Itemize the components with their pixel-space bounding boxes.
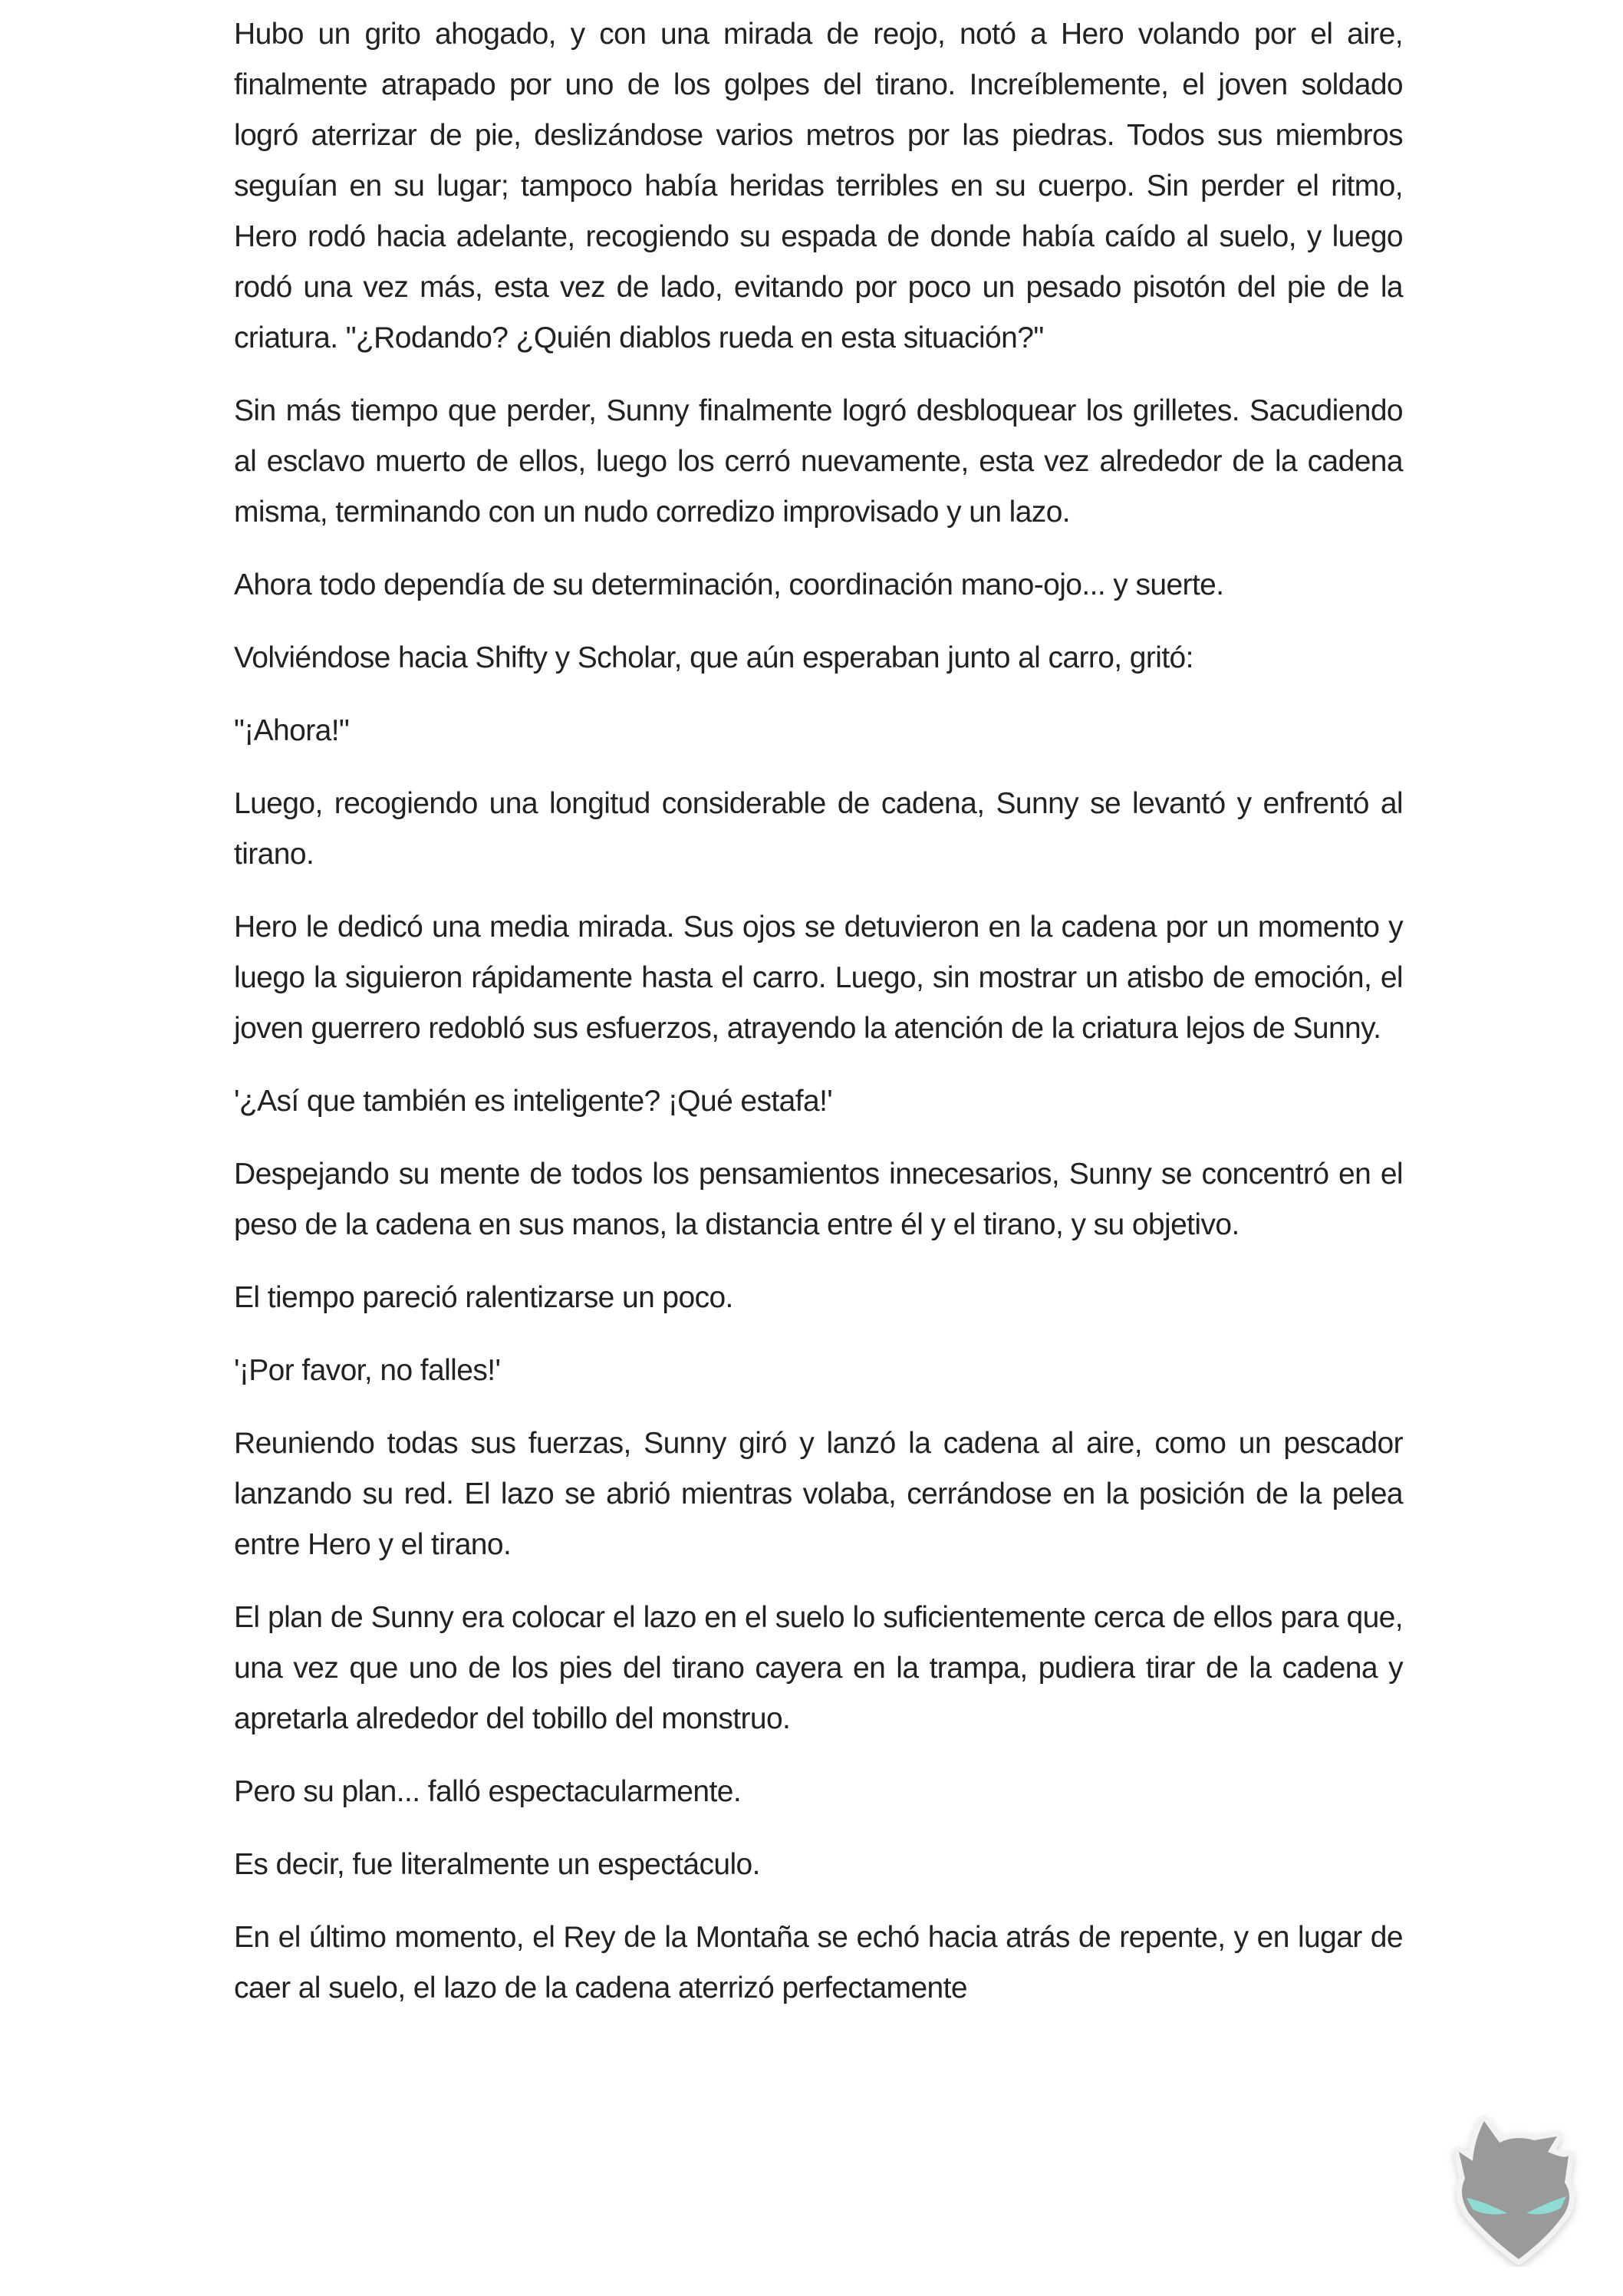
paragraph: Despejando su mente de todos los pensamientos innecesarios, Sunny se concentró en el peso de la cadena en sus manos, la distancia entre él y el tirano, y su objetivo. <box>234 1158 1403 1241</box>
paragraph: Ahora todo dependía de su determinación, coordinación mano-ojo... y suerte. <box>234 568 1224 601</box>
paragraph: Pero su plan... falló espectacularmente. <box>234 1775 742 1808</box>
demon-head-watermark-icon <box>1442 2106 1588 2267</box>
paragraph: En el último momento, el Rey de la Montaña se echó hacia atrás de repente, y en lugar de caer al suelo, el lazo de la cadena aterrizó perfectamente <box>234 1921 1403 2004</box>
paragraph: Volviéndose hacia Shifty y Scholar, que aún esperaban junto al carro, gritó: <box>234 641 1193 674</box>
paragraph: "¡Ahora!" <box>234 714 350 747</box>
paragraph: Luego, recogiendo una longitud considerable de cadena, Sunny se levantó y enfrentó al tirano. <box>234 787 1403 871</box>
paragraph: El tiempo pareció ralentizarse un poco. <box>234 1281 733 1314</box>
chapter-text <box>234 9 1403 2036</box>
paragraph: Sin más tiempo que perder, Sunny finalmente logró desbloquear los grilletes. Sacudiendo al esclavo muerto de ellos, luego los cerró nuevamente, esta vez alrededor de la cadena misma, terminando con un nudo corredizo improvisado y un lazo. <box>234 394 1403 529</box>
paragraph: Es decir, fue literalmente un espectáculo. <box>234 1848 760 1881</box>
paragraph: '¿Así que también es inteligente? ¡Qué estafa!' <box>234 1085 833 1118</box>
paragraph: Reuniendo todas sus fuerzas, Sunny giró y lanzó la cadena al aire, como un pescador lanzando su red. El lazo se abrió mientras volaba, cerrándose en la posición de la pelea entre Hero y el tirano. <box>234 1427 1403 1561</box>
paragraph: Hubo un grito ahogado, y con una mirada de reojo, notó a Hero volando por el aire, finalmente atrapado por uno de los golpes del tirano. Increíblemente, el joven soldado logró aterrizar de pie, deslizándose varios metros por las piedras. Todos sus miembros seguían en su lugar; tampoco había heridas terribles en su cuerpo. Sin perder el ritmo, Hero rodó hacia adelante, recogiendo su espada de donde había caído al suelo, y luego rodó una vez más, esta vez de lado, evitando por poco un pesado pisotón del pie de la criatura. "¿Rodando? ¿Quién diablos rueda en esta situación?" <box>234 18 1403 354</box>
paragraph: Hero le dedicó una media mirada. Sus ojos se detuvieron en la cadena por un momento y luego la siguieron rápidamente hasta el carro. Luego, sin mostrar un atisbo de emoción, el joven guerrero redobló sus esfuerzos, atrayendo la atención de la criatura lejos de Sunny. <box>234 911 1403 1045</box>
paragraph: '¡Por favor, no falles!' <box>234 1354 501 1387</box>
paragraph: El plan de Sunny era colocar el lazo en el suelo lo suficientemente cerca de ellos para que, una vez que uno de los pies del tirano cayera en la trampa, pudiera tirar de la cadena y apretarla alrededor del tobillo del monstruo. <box>234 1601 1403 1735</box>
